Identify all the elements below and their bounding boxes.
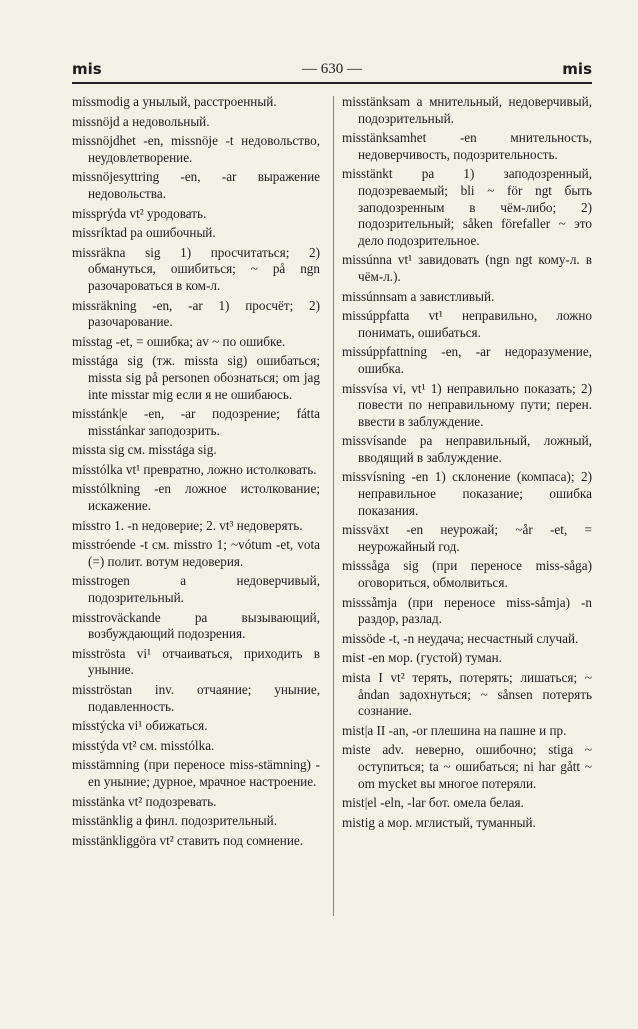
dictionary-entry: misstroväckande pa вызывающий, возбуждающий подозрения. <box>72 609 320 642</box>
column-divider <box>333 96 334 916</box>
dictionary-entry: mist -en мор. (густой) туман. <box>342 650 502 666</box>
dictionary-entry: missmodig a унылый, расстроенный. <box>72 94 277 109</box>
dictionary-entry: missvísande pa неправильный, ложный, вводящий в заблуждение. <box>342 433 592 465</box>
dictionary-entry: missúnna vt¹ завидовать (ngn ngt кому-л. в чём-л.). <box>342 252 592 284</box>
dictionary-entry: mist|el -eln, -lar бот. омела белая. <box>342 795 524 811</box>
dictionary-entry: mistig a мор. мглистый, туманный. <box>342 814 536 830</box>
dictionary-entry: missúppfattning -en, -ar недоразумение, ошибка. <box>342 344 592 376</box>
dictionary-entry: misstrogen a недоверчивый, подозрительный. <box>72 573 320 606</box>
dictionary-entry: miste adv. неверно, ошибочно; stiga ~ оступиться; ta ~ ошибаться; ni har gått ~ om mycket вы многое потеряли. <box>342 742 592 791</box>
dictionary-entry: missnöjesyttring -en, -ar выражение недовольства. <box>72 169 320 201</box>
dictionary-entry: misstýda vt² см. misstólka. <box>72 737 215 753</box>
dictionary-entry: misstänklig a финл. подозрительный. <box>72 813 278 829</box>
dictionary-entry: misstýcka vi¹ обижаться. <box>72 718 208 734</box>
dictionary-entry: misstánk|e -en, -ar подозрение; fátta misstánkar заподозрить. <box>72 406 320 438</box>
page-number: — 630 — <box>302 61 362 77</box>
dictionary-entry: misstänka vt² подозревать. <box>72 793 217 809</box>
dictionary-entry: missríktad pa ошибочный. <box>72 225 216 241</box>
dictionary-entry: misstróende -t см. misstro 1; ~vótum -et, vota (=) полит. вотум недоверия. <box>72 537 320 569</box>
left-guide-word: mis <box>72 60 102 78</box>
dictionary-entry: misstága sig (тж. missta sig) ошибаться; missta sig på personen обознаться; om jag inte misstar mig если я не ошибаюсь. <box>72 353 320 402</box>
dictionary-entry: missvísa vi, vt¹ 1) неправильно показать; 2) повести по неправильному пути; перен. ввести в заблуждение. <box>342 380 592 429</box>
page-header <box>72 60 592 84</box>
dictionary-entry: misstólka vt¹ превратно, ложно истолковать. <box>72 461 317 477</box>
dictionary-entry: missprýda vt² уродовать. <box>72 205 207 221</box>
dictionary-entry: misstag -et, = ошибка; av ~ по ошибке. <box>72 333 286 349</box>
dictionary-entry: missöde -t, -n неудача; несчастный случай. <box>342 630 579 646</box>
dictionary-entry: missräkna sig 1) просчитаться; 2) обмануться, ошибиться; ~ på ngn разочароваться в ком-л. <box>72 244 320 293</box>
dictionary-entry: misstänkliggöra vt² ставить под сомнение. <box>72 832 304 848</box>
dictionary-entry: missta sig см. misstága sig. <box>72 442 217 458</box>
dictionary-entry: missúppfatta vt¹ неправильно, ложно понимать, ошибаться. <box>342 308 592 340</box>
dictionary-entry: misströsta vi¹ отчаиваться, приходить в уныние. <box>72 645 320 678</box>
dictionary-entry: missúnnsam a завистливый. <box>342 288 495 304</box>
dictionary-entry: missväxt -en неурожай; ~år -et, = неурожайный год. <box>342 522 592 554</box>
dictionary-entry: misstólkning -en ложное истолкование; искажение. <box>72 481 320 514</box>
dictionary-entry: mist|a II -an, -or плешина на пашне и пр. <box>342 722 567 738</box>
left-column <box>72 94 320 852</box>
dictionary-entry: missnöjd a недовольный. <box>72 113 210 129</box>
dictionary-entry: misssåga sig (при переносе miss-såga) оговориться, обмолвиться. <box>342 558 592 591</box>
dictionary-entry: missräkning -en, -ar 1) просчёт; 2) разочарование. <box>72 297 320 330</box>
dictionary-entry: misssåmja (при переносе miss-såmja) -n раздор, разлад. <box>342 594 592 627</box>
dictionary-entry: misstro 1. -n недоверие; 2. vt³ недоверять. <box>72 517 303 533</box>
dictionary-entry: misstämning (при переносе miss-stämning) -en уныние; дурное, мрачное настроение. <box>72 757 320 789</box>
dictionary-entry: misstänksam a мнительный, недоверчивый, подозрительный. <box>342 94 592 126</box>
right-column <box>342 94 592 834</box>
dictionary-entry: mista I vt² терять, потерять; лишаться; ~ åndan задохнуться; ~ sånsen потерять сознание. <box>342 670 592 719</box>
dictionary-entry: misströstan inv. отчаяние; уныние, подавленность. <box>72 682 320 714</box>
dictionary-entry: misstänkt pa 1) заподозренный, подозреваемый; bli ~ för ngt быть заподозренным в чём-либо; 2) подозрительный; såken förefaller ~ это дело подозрительное. <box>342 166 592 248</box>
dictionary-entry: misstänksamhet -en мнительность, недоверчивость, подозрительность. <box>342 130 592 162</box>
dictionary-entry: missnöjdhet -en, missnöje -t недовольство, неудовлетворение. <box>72 133 320 165</box>
right-guide-word: mis <box>562 60 592 78</box>
dictionary-entry: missvísning -en 1) склонение (компаса); 2) неправильное показание; ошибка показания. <box>342 469 592 518</box>
